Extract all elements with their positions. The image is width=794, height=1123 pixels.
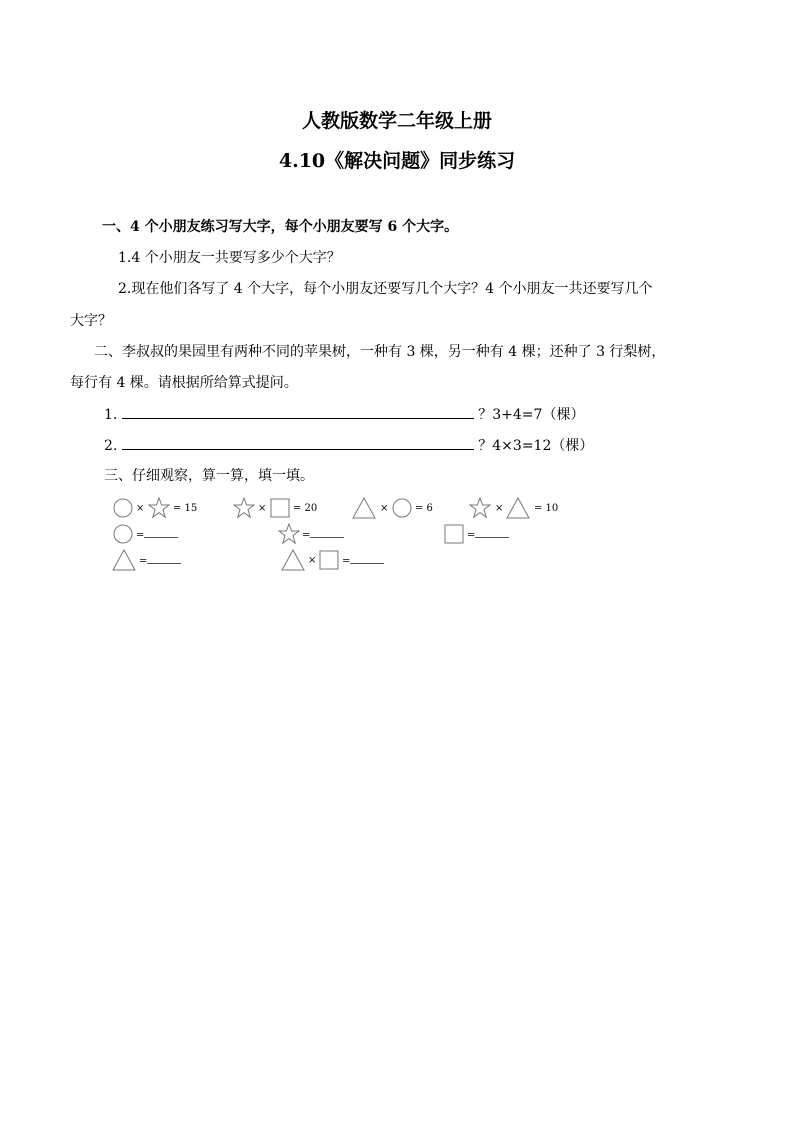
equals-15: = 15 — [173, 503, 198, 514]
answer-blank[interactable] — [350, 554, 384, 564]
answer-blank[interactable] — [475, 528, 509, 538]
section1-question-2-line2: 大字？ — [70, 313, 112, 329]
circle-icon — [392, 498, 412, 518]
circle-icon — [113, 524, 133, 544]
square-icon — [319, 550, 339, 570]
times-sign: × — [308, 555, 317, 566]
star-icon — [469, 497, 491, 519]
section1-question-2-line1: 2.现在他们各写了 4 个大字，每个小朋友还要写几个大字？4 个小朋友一共还要写几个 — [118, 281, 653, 297]
star-icon — [278, 523, 300, 545]
circle-answer: = — [136, 528, 178, 543]
times-sign: × — [380, 503, 389, 514]
item-formula: ？4×3=12（棵） — [478, 438, 594, 454]
square-icon — [270, 498, 290, 518]
triangle-times-square-answer: = — [342, 554, 384, 569]
answer-blank[interactable] — [310, 528, 344, 538]
section1-heading: 一、4 个小朋友练习写大字，每个小朋友要写 6 个大字。 — [102, 219, 459, 235]
section3-heading: 三、仔细观察，算一算，填一填。 — [104, 468, 314, 484]
equals-20: = 20 — [293, 503, 318, 514]
times-sign: × — [136, 503, 145, 514]
star-answer: = — [302, 528, 344, 543]
triangle-icon — [112, 549, 136, 571]
answer-blank[interactable] — [144, 528, 178, 538]
star-icon — [148, 497, 170, 519]
star-icon — [233, 497, 255, 519]
times-sign: × — [258, 503, 267, 514]
triangle-icon — [352, 497, 376, 519]
worksheet-title: 人教版数学二年级上册 — [301, 110, 492, 132]
section2-text-line2: 每行有 4 棵。请根据所给算式提问。 — [70, 375, 298, 391]
worksheet-subtitle: 4.10《解决问题》同步练习 — [278, 150, 516, 172]
item-number: 1. — [104, 407, 118, 423]
times-sign: × — [495, 503, 504, 514]
answer-blank[interactable] — [147, 554, 181, 564]
section2-item-1 — [104, 404, 584, 425]
triangle-answer: = — [139, 554, 181, 569]
equals-6: = 6 — [415, 503, 433, 514]
square-icon — [444, 524, 464, 544]
item-number: 2. — [104, 438, 118, 454]
section2-text-line1: 二、李叔叔的果园里有两种不同的苹果树，一种有 3 棵，另一种有 4 棵；还种了 3 行梨树， — [94, 344, 666, 360]
item-formula: ？3+4=7（棵） — [478, 407, 585, 423]
square-answer: = — [467, 528, 509, 543]
answer-blank[interactable] — [122, 435, 474, 450]
section2-item-2 — [104, 435, 593, 456]
section1-question-1: 1.4 个小朋友一共要写多少个大字？ — [118, 250, 341, 266]
triangle-icon — [281, 549, 305, 571]
circle-icon — [113, 498, 133, 518]
equals-10: = 10 — [534, 503, 559, 514]
triangle-icon — [506, 497, 530, 519]
answer-blank[interactable] — [122, 404, 474, 419]
